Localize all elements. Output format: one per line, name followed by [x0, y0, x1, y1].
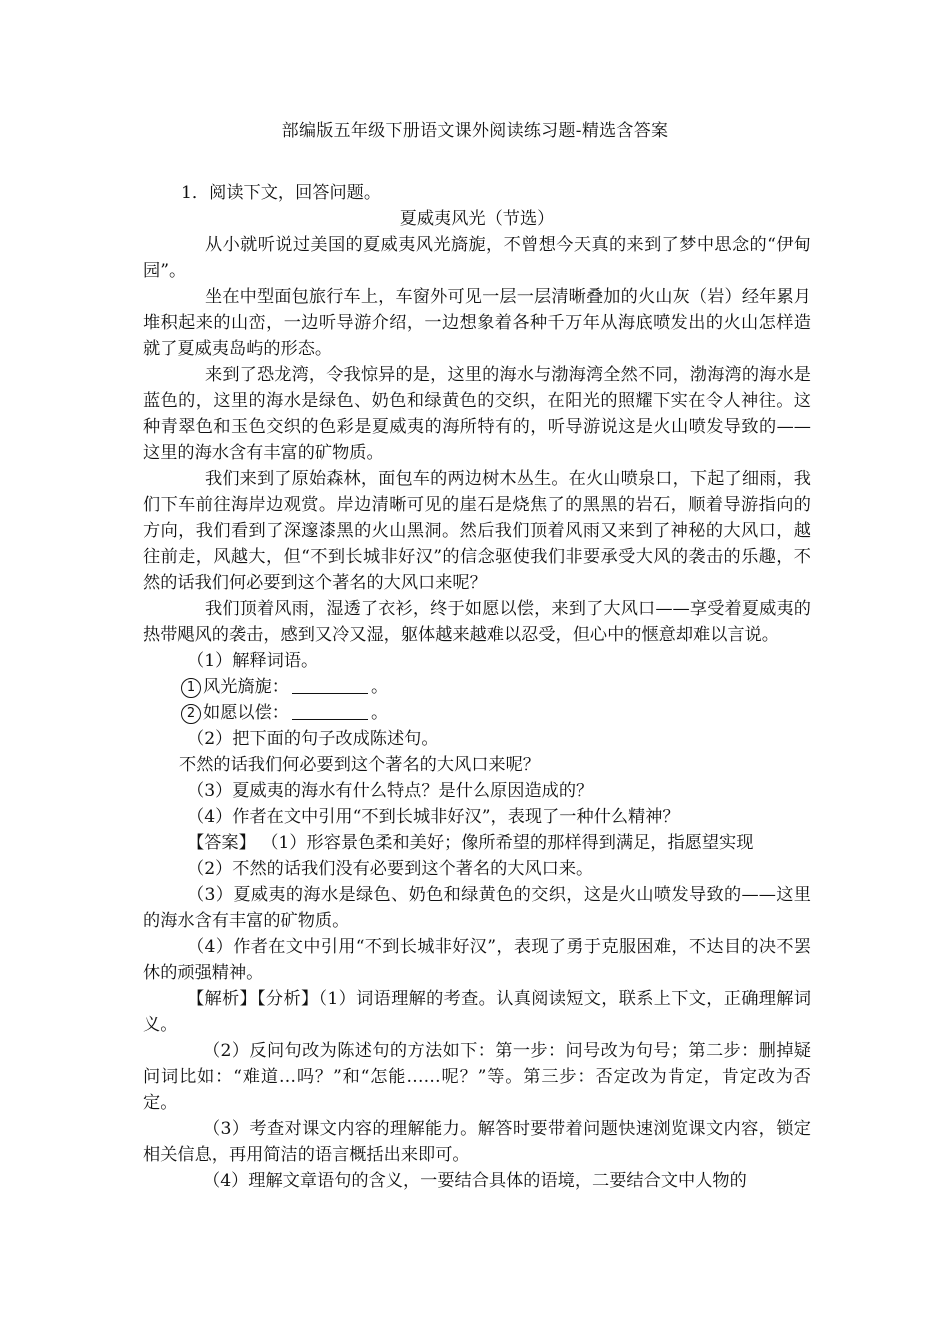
sub-question-2-sentence: 不然的话我们何必要到这个著名的大风口来呢？ [179, 755, 540, 775]
question-heading [143, 180, 811, 206]
passage-paragraph: 坐在中型面包旅行车上，车窗外可见一层一层清晰叠加的火山灰（岩）经年累月堆积起来的山峦，一边听导游介绍，一边想象着各种千万年从海底喷发出的火山怎样造就了夏威夷岛屿的形态。 [143, 287, 811, 359]
analysis-2: （2）反问句改为陈述句的方法如下：第一步：问号改为句号；第二步：删掉疑问词比如：“难道…吗？”和“怎能……呢？”等。第三步：否定改为肯定，肯定改为否定。 [143, 1041, 811, 1113]
answer-1: （1）形容景色柔和美好；像所希望的那样得到满足，指愿望实现 [255, 833, 754, 853]
document-body [143, 180, 811, 1194]
vocab-term: 风光旖旎： [203, 677, 289, 697]
passage-paragraph: 我们来到了原始森林，面包车的两边树木丛生。在火山喷泉口，下起了细雨，我们下车前往海岸边观赏。岸边清晰可见的崖石是烧焦了的黑黑的岩石，顺着导游指向的方向，我们看到了深邃漆黑的火山黑洞。然后我们顶着风雨又来到了神秘的大风口，越往前走，风越大，但“不到长城非好汉”的信念驱使我们非要承受大风的袭击的乐趣，不然的话我们何必要到这个著名的大风口来呢？ [143, 469, 811, 593]
analysis-4: （4）理解文章语句的含义，一要结合具体的语境，二要结合文中人物的 [203, 1171, 747, 1191]
sub-question-1: （1）解释词语。 [187, 651, 319, 671]
analysis-label: 【解析】【分析】 [187, 989, 319, 1009]
passage-paragraph: 我们顶着风雨，湿透了衣衫，终于如愿以偿，来到了大风口——享受着夏威夷的热带飓风的袭击，感到又冷又湿，躯体越来越难以忍受，但心中的惬意却难以言说。 [143, 599, 811, 645]
answer-line-1 [143, 830, 811, 856]
vocab-item: 2 如愿以偿： 。 [143, 700, 811, 726]
answer-label: 【答案】 [187, 833, 256, 853]
circled-number-2: 2 [181, 704, 201, 724]
sub-question-2: （2）把下面的句子改成陈述句。 [187, 729, 439, 749]
circled-number-1: 1 [181, 678, 201, 698]
passage-paragraph: 来到了恐龙湾，令我惊异的是，这里的海水与渤海湾全然不同，渤海湾的海水是蓝色的，这里的海水是绿色、奶色和绿黄色的交织，在阳光的照耀下实在令人神往。这种青翠色和玉色交织的色彩是夏威夷的海所特有的，听导游说这是火山喷发导致的——这里的海水含有丰富的矿物质。 [143, 365, 811, 463]
answer-2: （2）不然的话我们没有必要到这个著名的大风口来。 [187, 859, 594, 879]
analysis-1: （1）词语理解的考查。认真阅读短文，联系上下文，正确理解词义。 [143, 989, 812, 1035]
answer-3: （3）夏威夷的海水是绿色、奶色和绿黄色的交织，这是火山喷发导致的——这里的海水含有丰富的矿物质。 [143, 885, 811, 931]
question-instruction: 阅读下文，回答问题。 [209, 183, 382, 203]
answer-blank[interactable] [292, 677, 368, 694]
document-title: 部编版五年级下册语文课外阅读练习题-精选含答案 [281, 121, 669, 141]
passage-title: 夏威夷风光（节选） [399, 209, 555, 229]
answer-4: （4）作者在文中引用“不到长城非好汉”，表现了勇于克服困难，不达目的决不罢休的顽强精神。 [143, 937, 811, 983]
analysis-3: （3）考查对课文内容的理解能力。解答时要带着问题快速浏览课文内容，锁定相关信息，再用简洁的语言概括出来即可。 [143, 1119, 811, 1165]
passage-paragraph: 从小就听说过美国的夏威夷风光旖旎，不曾想今天真的来到了梦中思念的“伊甸园”。 [143, 235, 811, 281]
question-number: 1． [181, 183, 210, 203]
analysis-line-1 [143, 986, 811, 1038]
sub-question-3: （3）夏威夷的海水有什么特点？是什么原因造成的？ [187, 781, 594, 801]
answer-blank[interactable] [292, 703, 368, 720]
sub-question-4: （4）作者在文中引用“不到长城非好汉”，表现了一种什么精神？ [187, 807, 680, 827]
vocab-term: 如愿以偿： [203, 703, 289, 723]
vocab-item: 1 风光旖旎： 。 [143, 674, 811, 700]
